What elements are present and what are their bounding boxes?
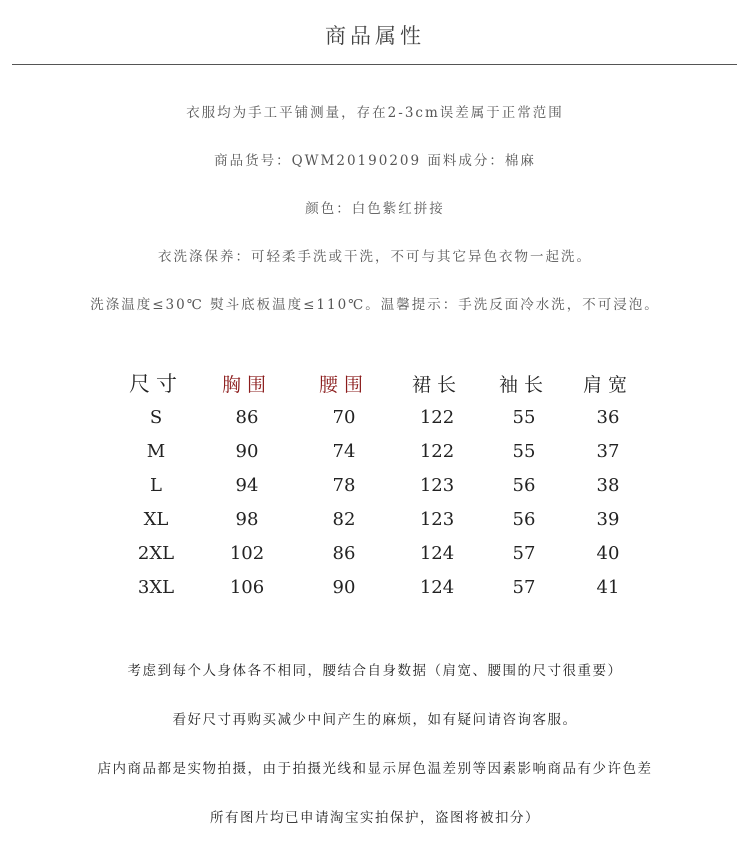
shoulder-width-cell: 38 xyxy=(596,474,620,496)
size-cell: 3XL xyxy=(137,576,175,598)
header-shoulder-width: 肩宽 xyxy=(582,373,633,396)
page-title: 商品属性 xyxy=(325,24,425,48)
sleeve-length-cell: 55 xyxy=(512,406,536,428)
size-table-header xyxy=(112,366,672,400)
table-row xyxy=(112,502,672,536)
table-row xyxy=(112,400,672,434)
color-difference-note: 店内商品都是实物拍摄，由于拍摄光线和显示屏色温差别等因素影响商品有少许色差 xyxy=(97,761,653,777)
dress-length-cell: 122 xyxy=(419,406,455,428)
header-sleeve-length: 袖长 xyxy=(498,373,549,396)
bust-cell: 90 xyxy=(235,440,259,462)
shoulder-width-cell: 36 xyxy=(596,406,620,428)
sleeve-length-cell: 56 xyxy=(512,508,536,530)
bust-cell: 102 xyxy=(229,542,265,564)
product-code-fabric: 商品货号：QWM20190209 面料成分：棉麻 xyxy=(214,153,536,169)
table-row xyxy=(112,570,672,604)
measurement-note: 衣服均为手工平铺测量，存在2-3cm误差属于正常范围 xyxy=(186,105,564,121)
dress-length-cell: 123 xyxy=(419,474,455,496)
waist-cell: 74 xyxy=(332,440,356,462)
customer-service-note: 看好尺寸再购买减少中间产生的麻烦，如有疑问请咨询客服。 xyxy=(172,712,578,728)
size-cell: 2XL xyxy=(137,542,175,564)
shoulder-width-cell: 41 xyxy=(596,576,620,598)
fit-advice-note: 考虑到每个人身体各不相同，腰结合自身数据（肩宽、腰围的尺寸很重要） xyxy=(127,663,623,679)
shoulder-width-cell: 37 xyxy=(596,440,620,462)
bust-cell: 106 xyxy=(229,576,265,598)
dress-length-cell: 122 xyxy=(419,440,455,462)
dress-length-cell: 123 xyxy=(419,508,455,530)
header-dress-length: 裙长 xyxy=(411,373,462,396)
waist-cell: 90 xyxy=(332,576,356,598)
bust-cell: 86 xyxy=(235,406,259,428)
header-waist: 腰围 xyxy=(318,373,369,396)
waist-cell: 86 xyxy=(332,542,356,564)
size-cell: M xyxy=(146,440,166,462)
size-table xyxy=(112,366,672,604)
dress-length-cell: 124 xyxy=(419,576,455,598)
waist-cell: 82 xyxy=(332,508,356,530)
size-cell: L xyxy=(150,474,162,496)
sleeve-length-cell: 57 xyxy=(512,576,536,598)
table-row xyxy=(112,536,672,570)
waist-cell: 70 xyxy=(332,406,356,428)
table-row xyxy=(112,434,672,468)
size-cell: S xyxy=(149,406,163,428)
table-row xyxy=(112,468,672,502)
sleeve-length-cell: 57 xyxy=(512,542,536,564)
size-cell: XL xyxy=(143,508,169,530)
color-info: 颜色：白色紫红拼接 xyxy=(305,201,445,217)
shoulder-width-cell: 39 xyxy=(596,508,620,530)
dress-length-cell: 124 xyxy=(419,542,455,564)
care-info: 衣洗涤保养：可轻柔手洗或干洗，不可与其它异色衣物一起洗。 xyxy=(158,249,592,265)
shoulder-width-cell: 40 xyxy=(596,542,620,564)
bust-cell: 94 xyxy=(235,474,259,496)
sleeve-length-cell: 56 xyxy=(512,474,536,496)
header-bust: 胸围 xyxy=(221,373,272,396)
sleeve-length-cell: 55 xyxy=(512,440,536,462)
title-divider xyxy=(12,64,737,65)
bust-cell: 98 xyxy=(235,508,259,530)
wash-temperature-info: 洗涤温度≤30℃ 熨斗底板温度≤110℃。温馨提示：手洗反面冷水洗，不可浸泡。 xyxy=(90,297,660,313)
waist-cell: 78 xyxy=(332,474,356,496)
photo-protection-note: 所有图片均已申请淘宝实拍保护，盗图将被扣分） xyxy=(210,810,540,826)
header-size: 尺寸 xyxy=(129,372,183,396)
